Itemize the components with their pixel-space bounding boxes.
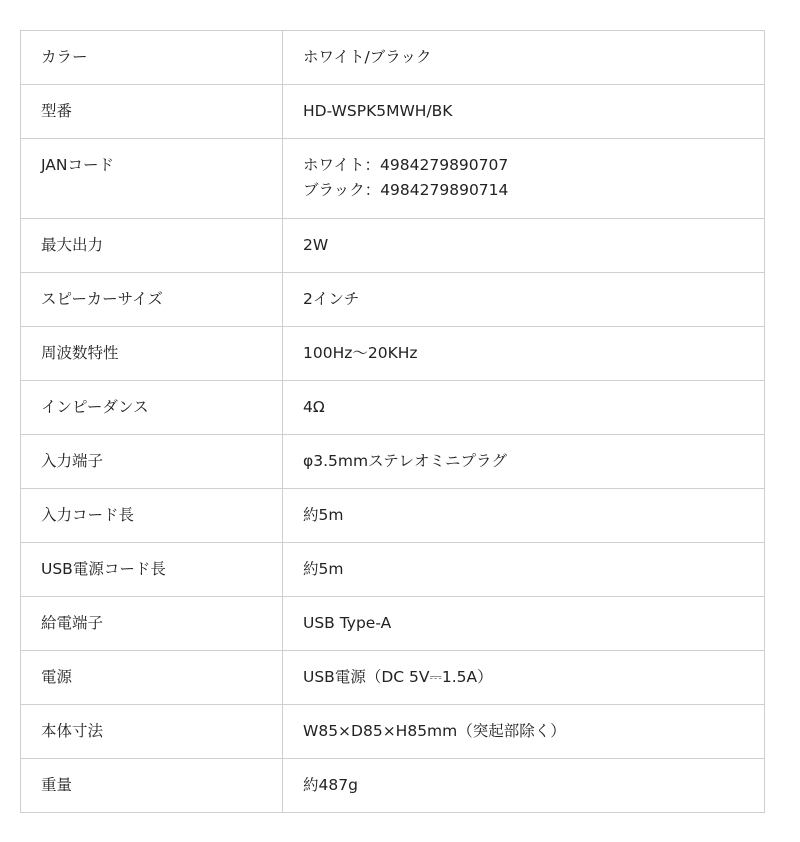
spec-value: HD-WSPK5MWH/BK <box>283 85 765 139</box>
spec-label: 電源 <box>21 651 283 705</box>
spec-value: W85×D85×H85mm（突起部除く） <box>283 705 765 759</box>
spec-value: 100Hz〜20KHz <box>283 327 765 381</box>
table-row <box>21 759 765 813</box>
table-row <box>21 85 765 139</box>
spec-label: 重量 <box>21 759 283 813</box>
table-row <box>21 381 765 435</box>
table-row <box>21 327 765 381</box>
table-row <box>21 273 765 327</box>
spec-value: 2インチ <box>283 273 765 327</box>
spec-value: 約487g <box>283 759 765 813</box>
spec-label: スピーカーサイズ <box>21 273 283 327</box>
spec-table <box>20 30 765 813</box>
spec-value: 約5m <box>283 543 765 597</box>
table-row <box>21 705 765 759</box>
table-row <box>21 139 765 219</box>
spec-label: 入力コード長 <box>21 489 283 543</box>
table-row <box>21 219 765 273</box>
spec-value <box>283 139 765 219</box>
table-row <box>21 489 765 543</box>
spec-label: JANコード <box>21 139 283 219</box>
spec-label: 周波数特性 <box>21 327 283 381</box>
spec-label: 型番 <box>21 85 283 139</box>
spec-value: USB電源（DC 5V⎓1.5A） <box>283 651 765 705</box>
spec-value: 2W <box>283 219 765 273</box>
spec-value-line: ブラック：4984279890714 <box>303 181 509 199</box>
table-row <box>21 31 765 85</box>
spec-value-line: ホワイト：4984279890707 <box>303 156 509 174</box>
table-row <box>21 435 765 489</box>
table-row <box>21 597 765 651</box>
spec-value: ホワイト/ブラック <box>283 31 765 85</box>
spec-label: 入力端子 <box>21 435 283 489</box>
spec-value: USB Type-A <box>283 597 765 651</box>
table-row <box>21 651 765 705</box>
spec-value: φ3.5mmステレオミニプラグ <box>283 435 765 489</box>
table-row <box>21 543 765 597</box>
spec-label: 給電端子 <box>21 597 283 651</box>
spec-label: インピーダンス <box>21 381 283 435</box>
spec-label: 本体寸法 <box>21 705 283 759</box>
spec-value: 約5m <box>283 489 765 543</box>
spec-label: カラー <box>21 31 283 85</box>
spec-label: USB電源コード長 <box>21 543 283 597</box>
spec-value: 4Ω <box>283 381 765 435</box>
spec-label: 最大出力 <box>21 219 283 273</box>
